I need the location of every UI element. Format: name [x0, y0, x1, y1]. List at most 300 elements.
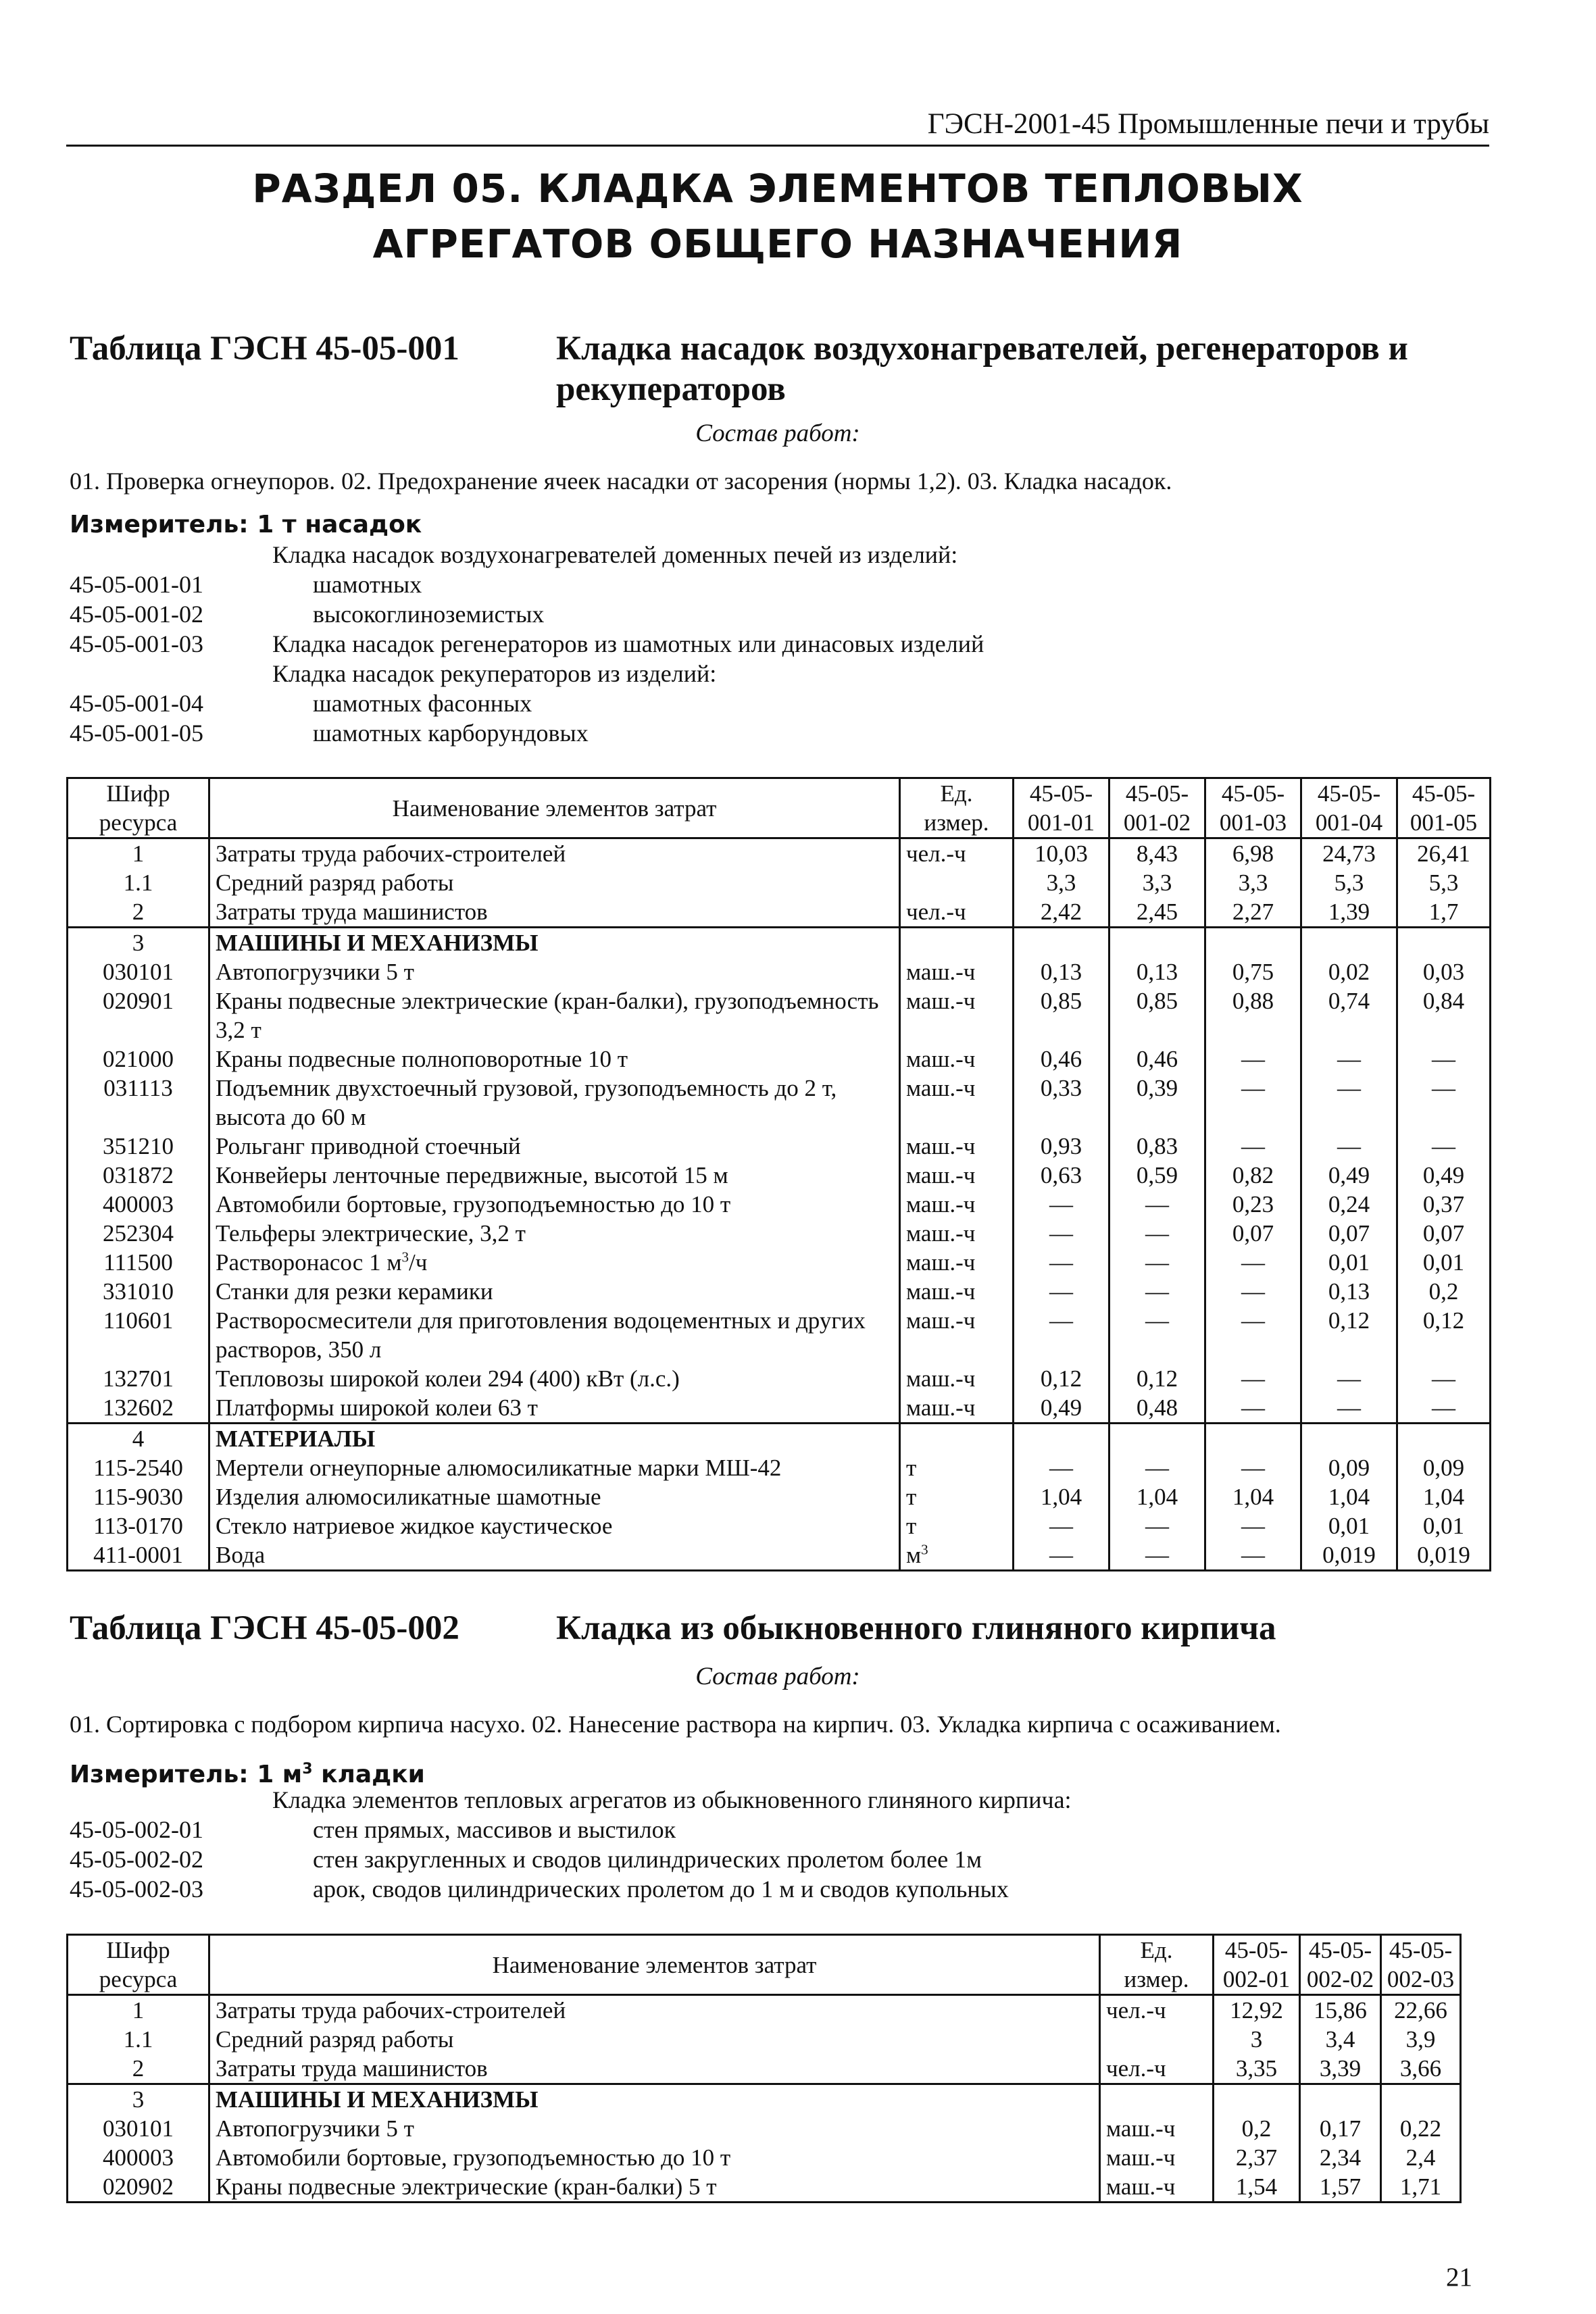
- norm-value: —: [1301, 1074, 1397, 1132]
- norm-value: —: [1109, 1511, 1205, 1540]
- header-norm-3: [1381, 1935, 1461, 1995]
- norm-value: [1301, 1424, 1397, 1454]
- header-norm-line: 001-01: [1027, 809, 1095, 836]
- header-row: [68, 778, 1491, 838]
- table-row: [68, 1248, 1491, 1277]
- resource-unit: [1100, 2025, 1214, 2054]
- norm-value: 3,9: [1381, 2025, 1461, 2054]
- norm-row: [70, 688, 1489, 718]
- norm-value: 0,019: [1301, 1540, 1397, 1571]
- resource-name-text: Средний разряд работы: [216, 870, 454, 896]
- header-name: Наименование элементов затрат: [209, 778, 900, 838]
- norm-value: 5,3: [1301, 868, 1397, 897]
- norm-value: 0,07: [1205, 1219, 1301, 1248]
- norm-value: —: [1205, 1453, 1301, 1482]
- norm-code: 45-05-002-01: [70, 1816, 203, 1843]
- norm-description: Кладка насадок рекуператоров из изделий:: [272, 660, 717, 687]
- norm-row: [70, 659, 1489, 688]
- norm-value: 0,01: [1397, 1511, 1491, 1540]
- resource-unit: [1100, 2054, 1214, 2084]
- resource-unit: [900, 1453, 1014, 1482]
- norm-code: 45-05-001-02: [70, 601, 203, 628]
- table-row: [68, 1453, 1491, 1482]
- resource-unit: [900, 928, 1014, 958]
- resource-name: [209, 2114, 1100, 2143]
- norm-code: 45-05-001-04: [70, 690, 203, 717]
- resource-name-text: Изделия алюмосиликатные шамотные: [216, 1484, 601, 1510]
- norm-row: [70, 1815, 1489, 1844]
- norm-value: 0,49: [1397, 1161, 1491, 1190]
- header-row: [68, 1935, 1461, 1995]
- norm-row: [70, 718, 1489, 748]
- norm-value: 0,22: [1381, 2114, 1461, 2143]
- resource-code: 2: [68, 897, 209, 928]
- norm-value: 0,49: [1301, 1161, 1397, 1190]
- table1-measurer: Измеритель: 1 т насадок: [70, 511, 422, 538]
- norm-value: 0,01: [1397, 1248, 1491, 1277]
- table-row: [68, 2054, 1461, 2084]
- norm-value: —: [1014, 1306, 1109, 1364]
- norm-row: [70, 629, 1489, 659]
- resource-unit: [1100, 2114, 1214, 2143]
- resource-unit-text: маш.-ч: [906, 1278, 976, 1305]
- norm-value: 2,45: [1109, 897, 1205, 928]
- resource-name: [209, 838, 900, 869]
- resource-name: [209, 2172, 1100, 2203]
- norm-value: 0,07: [1301, 1219, 1397, 1248]
- norm-value: 0,74: [1301, 986, 1397, 1045]
- resource-code: 132602: [68, 1393, 209, 1424]
- header-code: [68, 778, 209, 838]
- norm-value: —: [1301, 1393, 1397, 1424]
- norm-code: 45-05-001-05: [70, 720, 203, 747]
- norm-value: 5,3: [1397, 868, 1491, 897]
- section-title: [66, 161, 1489, 272]
- norm-value: 3,3: [1205, 868, 1301, 897]
- header-norm-line: 002-01: [1222, 1966, 1291, 1992]
- norm-value: [1205, 1424, 1301, 1454]
- header-norm-2: [1109, 778, 1205, 838]
- resource-name-text: Краны подвесные электрические (кран-балки) 5 т: [216, 2173, 717, 2200]
- resource-name-text: Автопогрузчики 5 т: [216, 2115, 414, 2142]
- norm-value: 2,4: [1381, 2143, 1461, 2172]
- table2-measurer-sup: 3: [302, 1761, 313, 1778]
- resource-unit-sup: 3: [921, 1541, 928, 1558]
- norm-value: [1214, 2084, 1300, 2115]
- norm-value: 1,39: [1301, 897, 1397, 928]
- resource-code: 400003: [68, 2143, 209, 2172]
- norm-value: 22,66: [1381, 1995, 1461, 2026]
- norm-value: 0,59: [1109, 1161, 1205, 1190]
- norm-value: [1300, 2084, 1381, 2115]
- header-norm-4: [1301, 778, 1397, 838]
- norm-value: 1,04: [1205, 1482, 1301, 1511]
- norm-value: [1381, 2084, 1461, 2115]
- norm-value: 12,92: [1214, 1995, 1300, 2026]
- norm-value: 1,7: [1397, 897, 1491, 928]
- running-header: ГЭСН-2001-45 Промышленные печи и трубы: [66, 107, 1489, 147]
- norm-value: 1,57: [1300, 2172, 1381, 2203]
- resource-unit-text: маш.-ч: [906, 1133, 976, 1159]
- resource-unit: [900, 868, 1014, 897]
- resource-name: [209, 986, 900, 1045]
- norm-value: 0,03: [1397, 957, 1491, 986]
- resource-unit: [900, 957, 1014, 986]
- norm-description: стен закругленных и сводов цилиндрических пролетом более 1м: [313, 1846, 982, 1873]
- norm-value: 1,04: [1301, 1482, 1397, 1511]
- norm-value: —: [1301, 1132, 1397, 1161]
- header-norm-1: [1214, 1935, 1300, 1995]
- table2-works: 01. Сортировка с подбором кирпича насухо. 02. Нанесение раствора на кирпич. 03. Укладка кирпича с осаживанием.: [70, 1711, 1281, 1738]
- resource-name: [209, 2054, 1100, 2084]
- resource-code: 1: [68, 1995, 209, 2026]
- norm-value: —: [1205, 1364, 1301, 1393]
- norm-value: —: [1205, 1511, 1301, 1540]
- resource-code: 111500: [68, 1248, 209, 1277]
- resource-name: [209, 928, 900, 958]
- resource-name-text: Растворонасос 1 м: [216, 1249, 402, 1276]
- header-code-line: ресурса: [99, 809, 178, 836]
- norm-value: —: [1301, 1045, 1397, 1074]
- header-unit: [1100, 1935, 1214, 1995]
- header-norm-2: [1300, 1935, 1381, 1995]
- resource-unit: [900, 1248, 1014, 1277]
- norm-value: 0,93: [1014, 1132, 1109, 1161]
- table-row: [68, 868, 1491, 897]
- header-code-line: ресурса: [99, 1966, 178, 1992]
- norm-value: 0,37: [1397, 1190, 1491, 1219]
- resource-name-text: Мертели огнеупорные алюмосиликатные марки МШ-42: [216, 1455, 782, 1481]
- resource-code: 2: [68, 2054, 209, 2084]
- resource-name: [209, 1393, 900, 1424]
- header-norm-line: 45-05-: [1221, 780, 1285, 807]
- resource-unit-text: маш.-ч: [906, 988, 976, 1014]
- norm-value: [1109, 1424, 1205, 1454]
- table2-measurer-text: Измеритель: 1 м: [70, 1761, 303, 1788]
- resource-unit: [900, 1482, 1014, 1511]
- norm-value: 0,13: [1109, 957, 1205, 986]
- header-norm-line: 45-05-: [1389, 1937, 1453, 1963]
- norm-value: 2,37: [1214, 2143, 1300, 2172]
- resource-unit-text: чел.-ч: [906, 840, 966, 867]
- norm-value: 1,54: [1214, 2172, 1300, 2203]
- resource-name-sup: 3: [401, 1249, 409, 1265]
- resource-unit-text: маш.-ч: [1106, 2144, 1176, 2171]
- norm-value: 0,23: [1205, 1190, 1301, 1219]
- norm-value: 0,63: [1014, 1161, 1109, 1190]
- norm-value: 0,48: [1109, 1393, 1205, 1424]
- table-row: [68, 2143, 1461, 2172]
- resource-code: 031113: [68, 1074, 209, 1132]
- header-name: Наименование элементов затрат: [209, 1935, 1100, 1995]
- header-code-line: Шифр: [106, 1937, 170, 1963]
- table2-norm-list: [70, 1785, 1489, 1904]
- norm-value: 0,13: [1014, 957, 1109, 986]
- table2-resources: [66, 1934, 1462, 2203]
- norm-value: —: [1014, 1540, 1109, 1571]
- resource-code: 4: [68, 1424, 209, 1454]
- resource-name-text: Рольганг приводной стоечный: [216, 1133, 521, 1159]
- resource-unit-text: маш.-ч: [1106, 2173, 1176, 2200]
- norm-value: —: [1205, 1393, 1301, 1424]
- norm-row: [70, 1785, 1489, 1815]
- norm-value: 3,3: [1109, 868, 1205, 897]
- resource-unit-text: чел.-ч: [1106, 1997, 1166, 2023]
- norm-value: 0,01: [1301, 1248, 1397, 1277]
- resource-name: [209, 1161, 900, 1190]
- header-unit-line: измер.: [924, 809, 989, 836]
- resource-unit-text: маш.-ч: [906, 1191, 976, 1217]
- resource-unit-text: маш.-ч: [1106, 2115, 1176, 2142]
- norm-value: 0,2: [1214, 2114, 1300, 2143]
- table2-name: Кладка из обыкновенного глиняного кирпича: [556, 1609, 1276, 1647]
- norm-value: —: [1397, 1074, 1491, 1132]
- resource-code: 1.1: [68, 868, 209, 897]
- norm-value: 2,42: [1014, 897, 1109, 928]
- table-row: [68, 1045, 1491, 1074]
- resource-unit: [900, 1424, 1014, 1454]
- norm-value: —: [1205, 1248, 1301, 1277]
- norm-value: [1397, 1424, 1491, 1454]
- header-norm-line: 45-05-: [1412, 780, 1476, 807]
- resource-code: 110601: [68, 1306, 209, 1364]
- table1-resources: [66, 777, 1491, 1571]
- resource-code: 3: [68, 2084, 209, 2115]
- norm-value: —: [1205, 1132, 1301, 1161]
- resource-unit-text: т: [906, 1513, 917, 1539]
- norm-value: 0,17: [1300, 2114, 1381, 2143]
- resource-unit: [900, 1364, 1014, 1393]
- norm-description: шамотных: [313, 571, 422, 598]
- norm-value: —: [1397, 1045, 1491, 1074]
- norm-value: —: [1109, 1277, 1205, 1306]
- resource-name: [209, 1277, 900, 1306]
- resource-name-text: МАТЕРИАЛЫ: [216, 1426, 376, 1452]
- resource-name-text: Тельферы электрические, 3,2 т: [216, 1220, 526, 1247]
- resource-unit-text: м: [906, 1542, 922, 1568]
- header-norm-line: 001-03: [1219, 809, 1287, 836]
- resource-name: [209, 2084, 1100, 2115]
- norm-value: —: [1109, 1540, 1205, 1571]
- table-row: [68, 838, 1491, 869]
- header-norm-3: [1205, 778, 1301, 838]
- header-unit-line: измер.: [1124, 1966, 1189, 1992]
- table-row: [68, 1393, 1491, 1424]
- resource-name: [209, 1074, 900, 1132]
- resource-name: [209, 1364, 900, 1393]
- table-row: [68, 1132, 1491, 1161]
- resource-name-text: Затраты труда машинистов: [216, 899, 488, 925]
- resource-name: [209, 1453, 900, 1482]
- table1-works: 01. Проверка огнеупоров. 02. Предохранение ячеек насадки от засорения (нормы 1,2). 03. Кладка насадок.: [70, 468, 1172, 495]
- norm-value: 0,49: [1014, 1393, 1109, 1424]
- norm-value: 0,12: [1109, 1364, 1205, 1393]
- resource-name-text: Краны подвесные полноповоротные 10 т: [216, 1046, 628, 1072]
- norm-value: 0,24: [1301, 1190, 1397, 1219]
- norm-row: [70, 599, 1489, 629]
- norm-value: 3,39: [1300, 2054, 1381, 2084]
- table-row: [68, 1540, 1491, 1571]
- header-code: [68, 1935, 209, 1995]
- header-unit-line: Ед.: [940, 780, 973, 807]
- header-norm-line: 45-05-: [1224, 1937, 1289, 1963]
- resource-code: 351210: [68, 1132, 209, 1161]
- table2-label: Таблица ГЭСН 45-05-002: [70, 1609, 459, 1647]
- norm-value: —: [1014, 1248, 1109, 1277]
- norm-value: —: [1205, 1306, 1301, 1364]
- norm-value: 15,86: [1300, 1995, 1381, 2026]
- resource-unit: [1100, 2143, 1214, 2172]
- resource-code: 115-9030: [68, 1482, 209, 1511]
- norm-value: 0,83: [1109, 1132, 1205, 1161]
- norm-value: 0,09: [1397, 1453, 1491, 1482]
- norm-value: 1,04: [1014, 1482, 1109, 1511]
- header-norm-line: 002-03: [1387, 1966, 1455, 1992]
- resource-code: 113-0170: [68, 1511, 209, 1540]
- norm-value: 0,019: [1397, 1540, 1491, 1571]
- header-unit: [900, 778, 1014, 838]
- norm-value: 0,12: [1301, 1306, 1397, 1364]
- header-norm-line: 45-05-: [1317, 780, 1381, 807]
- norm-code: 45-05-001-01: [70, 571, 203, 598]
- header-norm-1: [1014, 778, 1109, 838]
- resource-code: 115-2540: [68, 1453, 209, 1482]
- resource-name-text: Станки для резки керамики: [216, 1278, 493, 1305]
- table-row: [68, 1277, 1491, 1306]
- norm-value: 0,01: [1301, 1511, 1397, 1540]
- norm-row: [70, 570, 1489, 599]
- resource-name-text: Краны подвесные электрические (кран-балки), грузоподъемность 3,2 т: [216, 988, 879, 1043]
- resource-unit: [900, 1277, 1014, 1306]
- header-norm-line: 001-02: [1123, 809, 1191, 836]
- table1-norm-list: [70, 540, 1489, 748]
- norm-value: 3: [1214, 2025, 1300, 2054]
- norm-value: 0,33: [1014, 1074, 1109, 1132]
- norm-value: 0,46: [1014, 1045, 1109, 1074]
- resource-unit: [900, 1393, 1014, 1424]
- norm-value: 0,84: [1397, 986, 1491, 1045]
- norm-value: —: [1397, 1132, 1491, 1161]
- resource-unit: [900, 1511, 1014, 1540]
- resource-unit: [900, 1161, 1014, 1190]
- resource-code: 030101: [68, 2114, 209, 2143]
- table-row: [68, 1306, 1491, 1364]
- norm-value: —: [1109, 1219, 1205, 1248]
- table1-name: Кладка насадок воздухонагревателей, регенераторов и рекуператоров: [556, 330, 1408, 408]
- resource-code: 411-0001: [68, 1540, 209, 1571]
- norm-value: —: [1109, 1306, 1205, 1364]
- resource-unit-text: чел.-ч: [1106, 2055, 1166, 2082]
- norm-description: шамотных карборундовых: [313, 720, 589, 747]
- resource-name: [209, 2025, 1100, 2054]
- table-row: [68, 957, 1491, 986]
- norm-value: [1014, 928, 1109, 958]
- resource-code: 020901: [68, 986, 209, 1045]
- norm-description: Кладка насадок регенераторов из шамотных или динасовых изделий: [272, 630, 984, 657]
- norm-value: —: [1301, 1364, 1397, 1393]
- norm-value: 1,04: [1109, 1482, 1205, 1511]
- norm-value: 26,41: [1397, 838, 1491, 869]
- header-norm-line: 45-05-: [1125, 780, 1189, 807]
- resource-unit-text: маш.-ч: [906, 1394, 976, 1421]
- resource-name-text: Автопогрузчики 5 т: [216, 959, 414, 985]
- norm-value: 3,66: [1381, 2054, 1461, 2084]
- table2-measurer-unit: кладки: [312, 1761, 425, 1788]
- table1-label: Таблица ГЭСН 45-05-001: [70, 330, 459, 368]
- norm-value: 10,03: [1014, 838, 1109, 869]
- resource-name: [209, 1482, 900, 1511]
- norm-value: 1,04: [1397, 1482, 1491, 1511]
- resource-code: 132701: [68, 1364, 209, 1393]
- norm-code: 45-05-002-02: [70, 1846, 203, 1873]
- resource-name: [209, 1511, 900, 1540]
- header-norm-5: [1397, 778, 1491, 838]
- norm-value: —: [1014, 1453, 1109, 1482]
- resource-unit: [900, 1045, 1014, 1074]
- norm-value: 0,46: [1109, 1045, 1205, 1074]
- table-row: [68, 1424, 1491, 1454]
- resource-unit-text: маш.-ч: [906, 1046, 976, 1072]
- norm-value: 2,27: [1205, 897, 1301, 928]
- norm-value: [1109, 928, 1205, 958]
- norm-row: [70, 1844, 1489, 1874]
- header-norm-line: 001-05: [1410, 809, 1478, 836]
- norm-value: 3,3: [1014, 868, 1109, 897]
- header-unit-line: Ед.: [1140, 1937, 1173, 1963]
- resource-name-text: Растворосмесители для приготовления водоцементных и других растворов, 350 л: [216, 1307, 866, 1363]
- table-row: [68, 928, 1491, 958]
- norm-value: 0,75: [1205, 957, 1301, 986]
- table-row: [68, 1190, 1491, 1219]
- resource-name-text: Подъемник двухстоечный грузовой, грузоподъемность до 2 т, высота до 60 м: [216, 1075, 837, 1130]
- norm-value: —: [1109, 1248, 1205, 1277]
- resource-name: [209, 2143, 1100, 2172]
- norm-value: 24,73: [1301, 838, 1397, 869]
- resource-name-text: МАШИНЫ И МЕХАНИЗМЫ: [216, 930, 539, 956]
- table-row: [68, 2025, 1461, 2054]
- norm-description: стен прямых, массивов и выстилок: [313, 1816, 676, 1843]
- resource-name: [209, 1995, 1100, 2026]
- resource-name: [209, 1219, 900, 1248]
- norm-description: Кладка насадок воздухонагревателей доменных печей из изделий:: [272, 541, 958, 568]
- resource-name-text: Тепловозы широкой колеи 294 (400) кВт (л.с.): [216, 1365, 680, 1392]
- norm-value: —: [1205, 1074, 1301, 1132]
- norm-value: 0,12: [1397, 1306, 1491, 1364]
- norm-value: 0,02: [1301, 957, 1397, 986]
- resource-code: 1: [68, 838, 209, 869]
- norm-code: 45-05-002-03: [70, 1876, 203, 1903]
- resource-name: [209, 1424, 900, 1454]
- norm-value: —: [1109, 1190, 1205, 1219]
- norm-value: —: [1397, 1364, 1491, 1393]
- norm-value: 0,85: [1109, 986, 1205, 1045]
- norm-value: —: [1014, 1190, 1109, 1219]
- norm-value: [1397, 928, 1491, 958]
- resource-code: 021000: [68, 1045, 209, 1074]
- norm-value: 0,85: [1014, 986, 1109, 1045]
- resource-code: 020902: [68, 2172, 209, 2203]
- norm-description: Кладка элементов тепловых агрегатов из обыкновенного глиняного кирпича:: [272, 1786, 1072, 1813]
- norm-value: —: [1014, 1219, 1109, 1248]
- resource-name: [209, 1306, 900, 1364]
- resource-name-text: МАШИНЫ И МЕХАНИЗМЫ: [216, 2086, 539, 2113]
- table-row: [68, 1074, 1491, 1132]
- norm-description: шамотных фасонных: [313, 690, 532, 717]
- norm-row: [70, 1874, 1489, 1904]
- resource-name-text: Средний разряд работы: [216, 2026, 454, 2053]
- resource-unit-text: т: [906, 1455, 917, 1481]
- norm-value: 0,39: [1109, 1074, 1205, 1132]
